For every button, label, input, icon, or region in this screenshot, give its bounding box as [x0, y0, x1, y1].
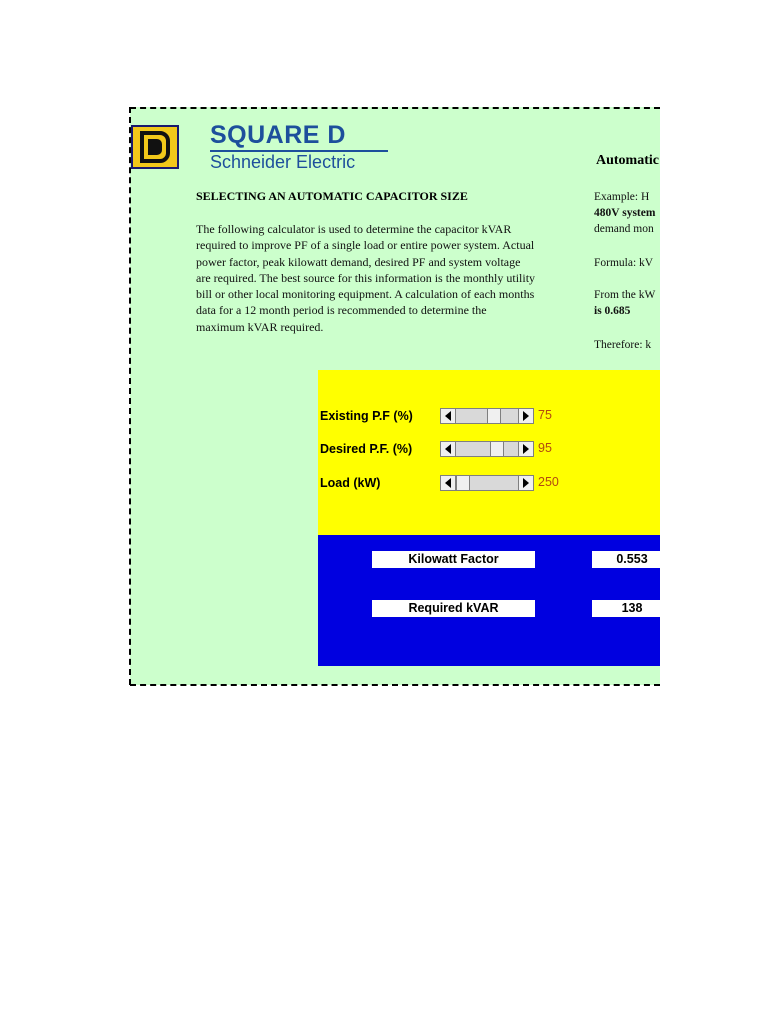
- slider-thumb[interactable]: [490, 442, 504, 456]
- input-panel: [318, 370, 660, 535]
- spreadsheet-sheet: [130, 107, 660, 685]
- load-slider[interactable]: [440, 475, 534, 491]
- logo-title: SQUARE D: [210, 121, 346, 149]
- input-label: Desired P.F. (%): [320, 442, 413, 456]
- slider-thumb[interactable]: [487, 409, 501, 423]
- arrow-left-icon[interactable]: [441, 409, 456, 423]
- slider-thumb[interactable]: [456, 476, 470, 490]
- logo-subtitle: Schneider Electric: [210, 152, 356, 172]
- required-kvar-label: Required kVAR: [372, 600, 535, 617]
- required-kvar-value: 138: [592, 600, 660, 617]
- right-panel-title: Automatic: [596, 153, 659, 168]
- page-heading: SELECTING AN AUTOMATIC CAPACITOR SIZE: [196, 189, 468, 203]
- input-label: Load (kW): [320, 476, 381, 490]
- output-panel: [318, 535, 660, 666]
- input-label: Existing P.F (%): [320, 409, 413, 423]
- square-d-logo-icon: [131, 125, 179, 169]
- from-line-1: From the kW: [594, 289, 656, 301]
- input-value: 75: [538, 408, 552, 422]
- intro-paragraph: The following calculator is used to determine the capacitor kVAR required to improve PF of a single load or entire power system. Actual power factor, peak kilowatt demand, desired PF and system voltage are required. The best source for this information is the monthly utility bill or other local monitoring equipment. A calculation of each months data for a 12 month period is recommended to determine the maximum kVAR required.: [196, 222, 536, 334]
- sheet-border-top: [130, 107, 660, 109]
- therefore-line: Therefore: k: [594, 339, 652, 351]
- example-line-1: Example: H: [594, 191, 650, 203]
- arrow-left-icon[interactable]: [441, 442, 456, 456]
- desired-pf-slider[interactable]: [440, 441, 534, 457]
- kilowatt-factor-label: Kilowatt Factor: [372, 551, 535, 568]
- sheet-border-left: [129, 107, 131, 685]
- input-value: 95: [538, 441, 552, 455]
- kilowatt-factor-value: 0.553: [592, 551, 660, 568]
- example-line-2: 480V system: [594, 207, 656, 219]
- arrow-right-icon[interactable]: [518, 442, 533, 456]
- formula-line: Formula: kV: [594, 257, 654, 269]
- from-line-2: is 0.685: [594, 305, 631, 317]
- arrow-right-icon[interactable]: [518, 476, 533, 490]
- example-line-3: demand mon: [594, 223, 654, 235]
- existing-pf-slider[interactable]: [440, 408, 534, 424]
- sheet-border-bottom: [130, 684, 660, 686]
- input-value: 250: [538, 475, 559, 489]
- arrow-right-icon[interactable]: [518, 409, 533, 423]
- arrow-left-icon[interactable]: [441, 476, 456, 490]
